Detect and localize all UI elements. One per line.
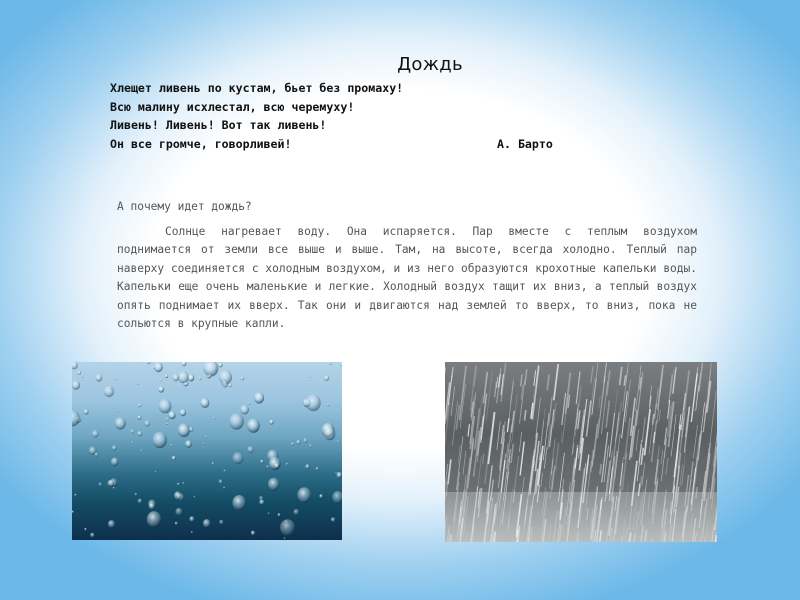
water-drop bbox=[84, 409, 89, 415]
poem-line-4: Он все громче, говорливей! bbox=[110, 136, 292, 151]
water-drop bbox=[260, 460, 263, 464]
water-drop bbox=[135, 493, 138, 496]
water-drop bbox=[182, 362, 187, 366]
water-drop bbox=[223, 487, 225, 489]
water-drop bbox=[180, 409, 186, 416]
water-drop bbox=[193, 496, 195, 498]
water-drop bbox=[171, 444, 173, 446]
rain-streak bbox=[587, 422, 588, 433]
water-drop bbox=[95, 374, 102, 382]
water-drop bbox=[149, 503, 155, 510]
water-drops-illustration bbox=[72, 362, 342, 540]
water-drop bbox=[165, 374, 168, 378]
water-drop bbox=[138, 499, 143, 504]
water-drop bbox=[131, 441, 133, 443]
water-drop bbox=[229, 384, 232, 387]
water-drop bbox=[294, 509, 300, 515]
water-drop bbox=[240, 405, 249, 415]
water-drop bbox=[159, 399, 172, 413]
rain-streak bbox=[490, 413, 495, 452]
rain-streak bbox=[614, 389, 617, 417]
water-drop bbox=[340, 363, 342, 366]
water-drop bbox=[72, 362, 78, 369]
water-drop bbox=[303, 438, 307, 443]
rain-streak bbox=[661, 450, 663, 464]
water-drop bbox=[74, 494, 76, 496]
rain-streak bbox=[620, 367, 622, 385]
water-drop bbox=[147, 511, 161, 527]
rain-streak bbox=[549, 397, 553, 426]
rain-streak bbox=[715, 420, 717, 451]
rain-streak bbox=[603, 375, 606, 397]
rain-streak bbox=[541, 473, 543, 487]
water-drop bbox=[268, 478, 279, 491]
rain-streak bbox=[710, 390, 716, 443]
rain-streak bbox=[625, 417, 630, 459]
rain-streak bbox=[684, 416, 688, 452]
rain-streak bbox=[525, 410, 526, 420]
water-drop bbox=[172, 456, 176, 461]
rain-streak bbox=[696, 385, 699, 411]
water-drop bbox=[247, 446, 253, 453]
water-drop bbox=[319, 494, 323, 498]
rain-streak bbox=[547, 374, 549, 390]
poem-line-4-row bbox=[110, 135, 580, 154]
rain-streak bbox=[520, 442, 524, 476]
rain-streak bbox=[691, 373, 697, 422]
rain-streak bbox=[514, 456, 518, 492]
water-drop bbox=[327, 403, 330, 406]
water-drop bbox=[166, 423, 168, 425]
rain-streak bbox=[483, 454, 484, 465]
water-drop bbox=[324, 375, 329, 381]
poem-line-2: Всю малину исхлестал, всю черемуху! bbox=[110, 99, 355, 114]
rain-streak bbox=[451, 386, 455, 416]
water-drop bbox=[205, 436, 207, 438]
rain-streak bbox=[592, 424, 597, 467]
water-drop bbox=[84, 528, 86, 531]
explanation-paragraph: Солнце нагревает воду. Она испаряется. Пар вместе с теплым воздухом поднимается от земли все выше и выше. Там, на высоте, всегда холодно. Теплый пар наверху соединяется с холодным воздухом, и из него образуются крохотные капельки воды. Капельки еще очень маленькие и легкие. Холодный воздух тащит их вниз, а теплый воздух опять поднимает их вверх. Так они и двигаются над землей то вверх, то вниз, пока не сольются в крупные капли. bbox=[117, 224, 697, 330]
water-drop bbox=[175, 522, 178, 525]
water-drop bbox=[296, 440, 300, 445]
water-drop bbox=[232, 495, 246, 510]
water-drop bbox=[72, 380, 80, 389]
water-drop bbox=[278, 513, 281, 516]
water-drop bbox=[254, 392, 264, 403]
water-drop bbox=[248, 402, 250, 405]
water-drop bbox=[111, 457, 119, 466]
rain-streak bbox=[452, 367, 453, 377]
water-drop bbox=[337, 472, 343, 478]
rain-streak bbox=[609, 413, 614, 457]
water-drop bbox=[297, 487, 311, 503]
water-drop bbox=[199, 377, 202, 380]
rain-streak bbox=[693, 425, 697, 459]
rain-streak bbox=[591, 366, 593, 383]
water-drop bbox=[324, 427, 336, 440]
water-drop bbox=[331, 517, 336, 522]
water-drop bbox=[219, 479, 223, 484]
rain-streaks-illustration bbox=[445, 362, 717, 542]
rain-streak bbox=[655, 446, 659, 483]
water-drop bbox=[113, 487, 115, 489]
water-drop bbox=[337, 440, 339, 443]
rain-streak bbox=[511, 444, 513, 463]
water-drop bbox=[116, 410, 118, 412]
water-drop bbox=[189, 516, 194, 522]
water-drop bbox=[160, 379, 162, 381]
water-drop bbox=[309, 444, 312, 447]
rain-streak bbox=[520, 380, 525, 423]
water-drop bbox=[284, 537, 286, 539]
water-drop bbox=[203, 519, 211, 528]
rain-streak bbox=[554, 364, 558, 400]
explanation bbox=[117, 198, 697, 334]
rain-streak bbox=[661, 439, 666, 481]
rain-streak bbox=[599, 395, 601, 408]
water-drop bbox=[130, 429, 134, 433]
water-drop bbox=[305, 464, 309, 469]
water-drop bbox=[306, 394, 321, 411]
rain-streak bbox=[495, 381, 497, 397]
ground-mist bbox=[445, 492, 717, 542]
water-drop bbox=[280, 519, 295, 536]
rain-streak bbox=[641, 448, 643, 465]
water-drop bbox=[140, 449, 142, 451]
water-drop bbox=[269, 457, 281, 470]
water-drop bbox=[137, 383, 139, 385]
water-drop bbox=[218, 363, 222, 368]
water-drop bbox=[166, 418, 169, 421]
rain-streak bbox=[463, 451, 466, 475]
water-drop bbox=[247, 418, 260, 432]
water-drop bbox=[208, 374, 211, 378]
water-drop bbox=[174, 491, 181, 499]
water-drop bbox=[232, 452, 243, 464]
water-drop bbox=[241, 376, 244, 380]
rain-streak bbox=[525, 369, 527, 385]
water-drop bbox=[309, 376, 311, 378]
water-drop bbox=[335, 472, 337, 474]
water-drop bbox=[213, 417, 215, 420]
water-drop bbox=[175, 508, 182, 516]
water-drop bbox=[329, 362, 332, 365]
poem bbox=[110, 79, 580, 153]
water-drop bbox=[219, 520, 223, 525]
rain-streak bbox=[499, 374, 501, 387]
water-drop bbox=[178, 423, 190, 437]
water-drop bbox=[229, 413, 244, 430]
rain-streak bbox=[636, 429, 639, 451]
water-drop bbox=[108, 520, 115, 528]
rain-streak bbox=[448, 460, 451, 485]
water-drop bbox=[95, 452, 99, 456]
water-drop bbox=[137, 431, 142, 436]
rain-streak bbox=[519, 432, 521, 452]
water-drop bbox=[152, 432, 167, 448]
water-drop bbox=[155, 471, 157, 473]
water-drop bbox=[158, 386, 164, 392]
water-drop bbox=[172, 374, 179, 382]
rain-streak bbox=[699, 362, 702, 391]
rain-streak bbox=[507, 418, 509, 432]
rain-streak bbox=[521, 374, 523, 386]
water-drop bbox=[191, 531, 193, 533]
water-drop bbox=[138, 415, 142, 419]
rain-streak bbox=[642, 463, 645, 485]
rain-streak bbox=[659, 410, 660, 422]
water-drop bbox=[104, 386, 114, 398]
water-drop bbox=[115, 378, 117, 380]
water-drop bbox=[332, 491, 342, 504]
water-drop bbox=[291, 442, 294, 445]
water-drop bbox=[274, 463, 279, 469]
heavy-rain-photo bbox=[445, 362, 717, 542]
water-drop bbox=[112, 445, 117, 450]
water-drop bbox=[177, 483, 179, 486]
rain-streak bbox=[669, 374, 673, 403]
water-drop bbox=[90, 533, 94, 538]
rain-streak bbox=[646, 415, 649, 440]
water-drop bbox=[81, 375, 83, 378]
water-drop bbox=[222, 381, 228, 388]
water-drop bbox=[212, 462, 215, 465]
slide-title: Дождь bbox=[397, 54, 463, 75]
water-drop bbox=[147, 362, 151, 364]
rain-streak bbox=[485, 435, 491, 484]
rain-streak bbox=[534, 370, 536, 386]
rain-streak bbox=[660, 371, 663, 394]
water-drop bbox=[169, 411, 176, 419]
rain-streak bbox=[624, 375, 625, 385]
water-drop bbox=[188, 374, 194, 381]
question: А почему идет дождь? bbox=[117, 200, 252, 213]
rain-streak bbox=[606, 401, 609, 428]
water-drop bbox=[72, 410, 80, 426]
water-drop bbox=[204, 362, 219, 377]
rain-streak bbox=[666, 458, 668, 475]
water-drop bbox=[78, 371, 81, 375]
water-drop bbox=[92, 430, 99, 438]
rain-streak bbox=[456, 436, 463, 490]
rain-streak bbox=[642, 417, 645, 443]
water-drop bbox=[259, 496, 263, 501]
water-drop bbox=[316, 467, 319, 470]
water-drop bbox=[251, 531, 255, 536]
water-drop bbox=[115, 417, 126, 430]
water-drop bbox=[99, 482, 102, 486]
water-drop bbox=[203, 443, 205, 445]
poem-line-1: Хлещет ливень по кустам, бьет без промаху! bbox=[110, 81, 404, 95]
poem-line-3: Ливень! Ливень! Вот так ливень! bbox=[110, 118, 327, 132]
rain-streak bbox=[561, 432, 562, 442]
water-drop bbox=[178, 371, 189, 383]
water-drops-photo bbox=[72, 362, 342, 540]
rain-streak bbox=[684, 371, 689, 411]
water-drop bbox=[110, 387, 112, 389]
rain-streak bbox=[536, 397, 541, 437]
rain-streak bbox=[501, 363, 506, 402]
rain-streak bbox=[600, 464, 601, 475]
rain-streak bbox=[640, 476, 642, 489]
rain-streak bbox=[555, 443, 558, 470]
water-drop bbox=[269, 420, 273, 425]
water-drop bbox=[145, 420, 151, 426]
water-drop bbox=[286, 463, 288, 466]
water-drop bbox=[108, 480, 114, 487]
rain-streak bbox=[654, 404, 656, 419]
water-drop bbox=[138, 403, 141, 407]
rain-streak bbox=[580, 399, 587, 453]
water-drop bbox=[182, 482, 184, 484]
water-drop bbox=[72, 511, 74, 514]
water-drop bbox=[200, 398, 209, 408]
water-drop bbox=[185, 440, 192, 448]
rain-streak bbox=[510, 378, 513, 405]
poem-author: А. Барто bbox=[497, 136, 553, 151]
water-drop bbox=[268, 512, 270, 514]
water-drop bbox=[154, 362, 163, 372]
water-drop bbox=[266, 466, 268, 468]
rain-streak bbox=[470, 392, 476, 444]
rain-streak bbox=[497, 422, 500, 451]
rain-streak bbox=[468, 424, 469, 436]
water-drop bbox=[189, 427, 194, 432]
water-drop bbox=[223, 469, 226, 472]
